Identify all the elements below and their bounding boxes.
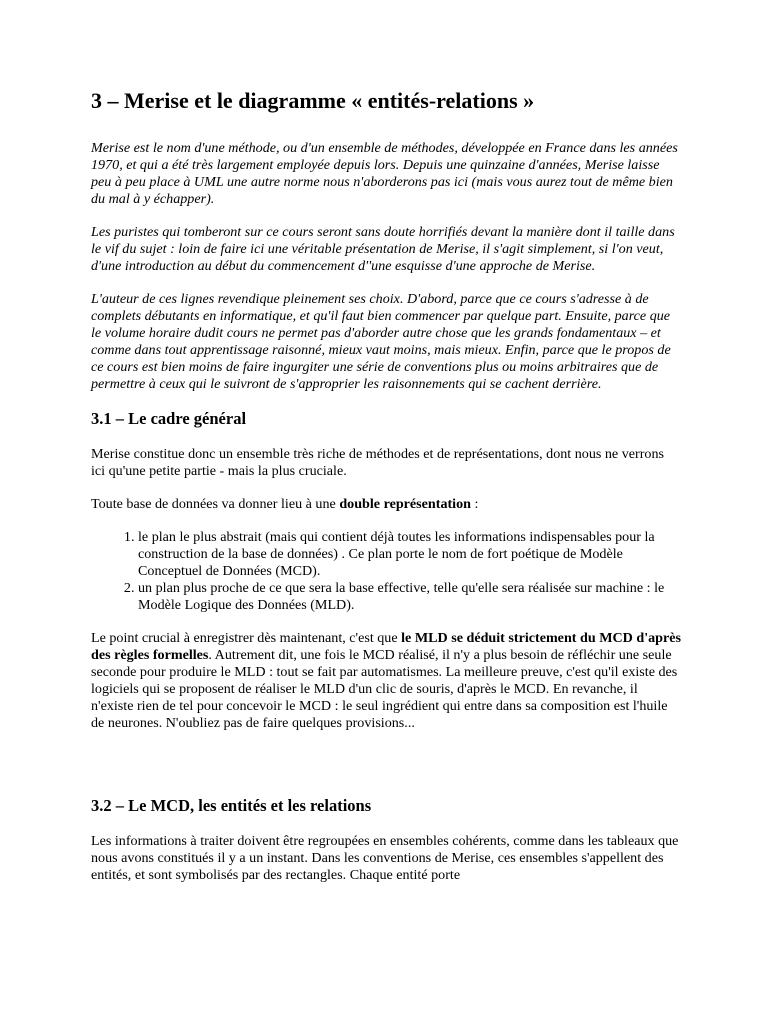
- paragraph-text: . Autrement dit, une fois le MCD réalisé, il n'y a plus besoin de réfléchir une seule seconde pour produire le MLD : tout se fait par automatismes. La meilleure preuve, c'est qu'il existe des logiciels qui se proposent de réaliser le MLD d'un clic de souris, d'après le MCD. En revanche, il n'existe rien de tel pour concevoir le MCD : le seul ingrédient qui entre dans sa composition est l'huile de neurones. N'oubliez pas de faire quelques provisions...: [91, 647, 678, 731]
- intro-paragraph-2: Les puristes qui tomberont sur ce cours seront sans doute horrifiés devant la manière dont il taille dans le vif du sujet : loin de faire ici une véritable présentation de Merise, il s'agit simplement, si l'on veut, d'une introduction au début du commencement d''une esquisse d'une approche de Merise.: [91, 224, 675, 274]
- list-item: 1. le plan le plus abstrait (mais qui contient déjà toutes les informations indispensables pour la construction de la base de données) . Ce plan porte le nom de fort poétique de Modèle Conceptuel de Données (MCD).: [138, 529, 681, 580]
- section-1-paragraph-2: [91, 496, 681, 513]
- intro-paragraph-1: Merise est le nom d'une méthode, ou d'un ensemble de méthodes, développée en France dans les années 1970, et qui a été très largement employée depuis lors. Depuis une quinzaine d'années, Merise laisse peu à peu place à UML une autre norme nous n'aborderons pas ici (mais vous aurez tout de même bien du mal à y échapper).: [91, 140, 678, 207]
- paragraph-text: Toute base de données va donner lieu à une: [91, 496, 340, 512]
- list-item: 2. un plan plus proche de ce que sera la base effective, telle qu'elle sera réalisée sur machine : le Modèle Logique des Données (MLD).: [138, 580, 681, 614]
- section-1-paragraph-3: [91, 630, 681, 732]
- paragraph-text: :: [471, 496, 479, 512]
- section-1-paragraph-1: Merise constitue donc un ensemble très riche de méthodes et de représentations, dont nous ne verrons ici qu'une petite partie - mais la plus cruciale.: [91, 446, 664, 479]
- bold-text: double représentation: [339, 496, 471, 512]
- section-2-paragraph-1: Les informations à traiter doivent être regroupées en ensembles cohérents, comme dans les tableaux que nous avons constitués il y a un instant. Dans les conventions de Merise, ces ensembles s'appellent des entités, et sont symbolisés par des rectangles. Chaque entité porte: [91, 833, 679, 883]
- representation-list: [91, 529, 681, 614]
- paragraph-text: Le point crucial à enregistrer dès maintenant, c'est que: [91, 630, 402, 646]
- intro-paragraph-3: L'auteur de ces lignes revendique pleinement ses choix. D'abord, parce que ce cours s'adresse à de complets débutants en informatique, et qu'il faut bien commencer par quelque part. Ensuite, parce que le volume horaire dudit cours ne permet pas d'aborder autre chose que les grands fondamentaux – et comme dans tout apprentissage raisonné, mieux vaut moins, mais mieux. Enfin, parce que le propos de ce cours est bien moins de faire ingurgiter une série de conventions plus ou moins arbitraires que de permettre à ceux qui le suivront de s'approprier les raisonnements qui se cachent derrière.: [91, 291, 671, 392]
- chapter-title: 3 – Merise et le diagramme « entités-relations »: [91, 88, 535, 113]
- section-heading-3-1: 3.1 – Le cadre général: [91, 409, 247, 428]
- section-heading-3-2: 3.2 – Le MCD, les entités et les relations: [91, 796, 372, 815]
- spacer: [91, 748, 681, 796]
- bold-text: le MLD se déduit strictement du MCD d'après des règles formelles: [91, 630, 682, 663]
- document-content: [91, 88, 681, 900]
